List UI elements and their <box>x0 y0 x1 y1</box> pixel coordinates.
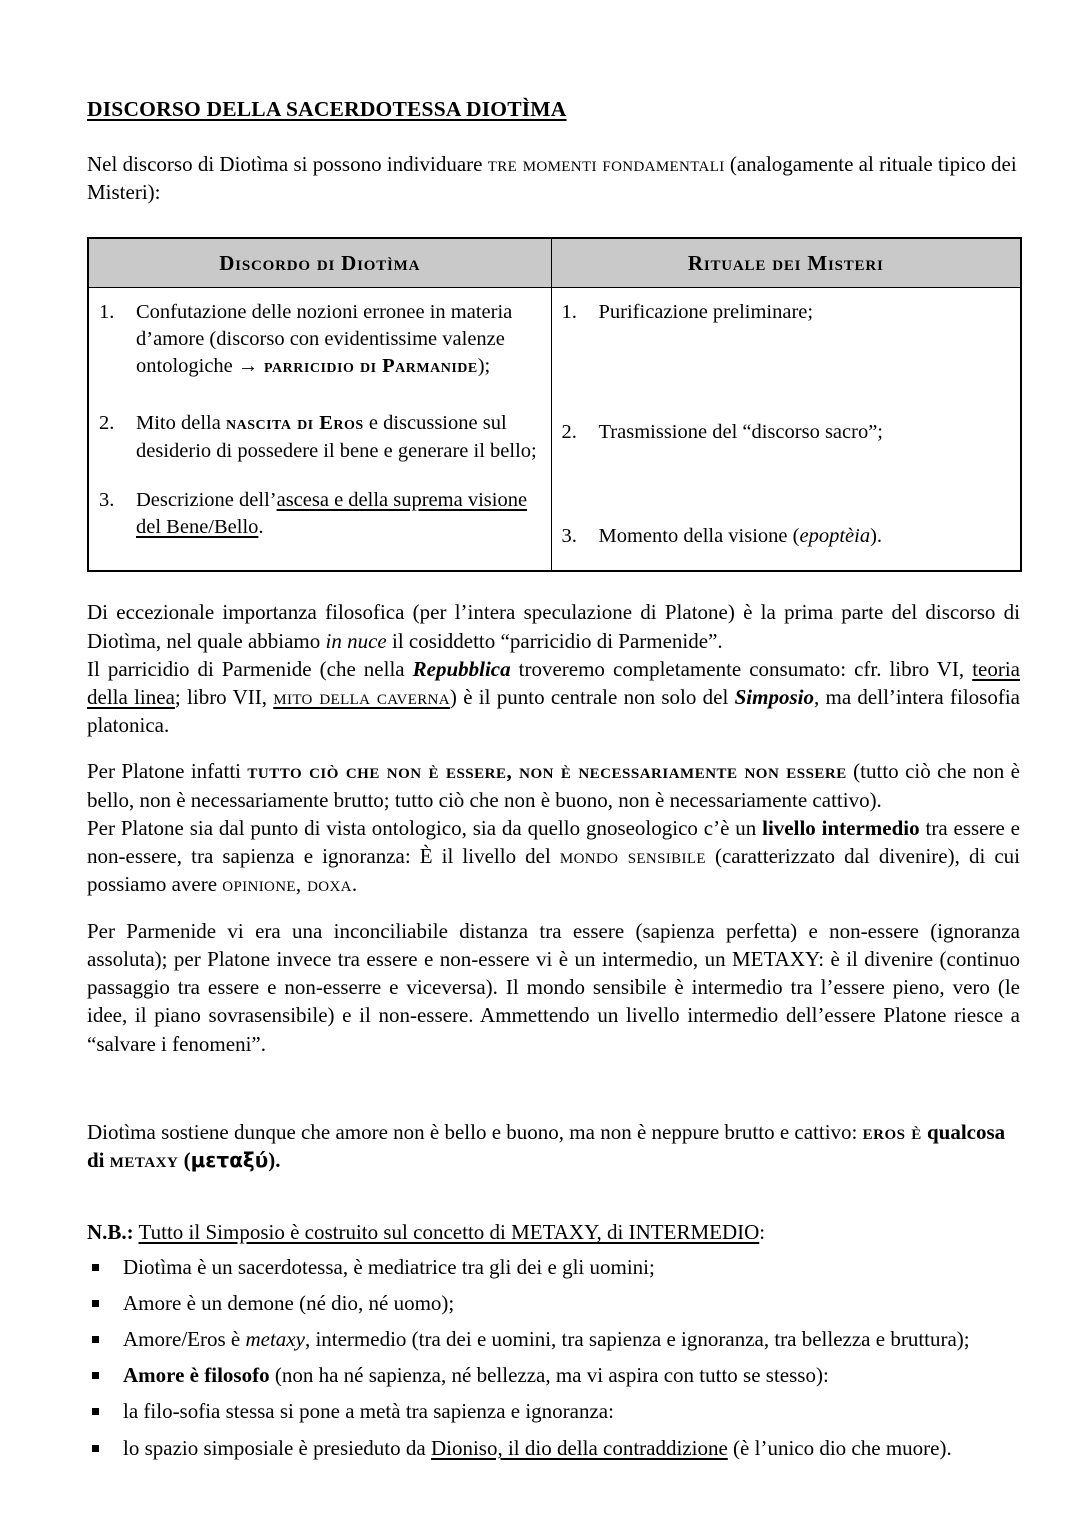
bullet-text-a: lo spazio simposiale è presieduto da <box>123 1435 431 1460</box>
table-cell-right <box>551 287 1021 571</box>
p2-text-d: ) è il punto centrale non solo del <box>449 685 735 709</box>
p6-text-a: Diotìma sostiene dunque che amore non è bello e buono, ma non è neppure brutto e cattivo: <box>87 1119 863 1144</box>
list-item-number: 2. <box>99 412 115 435</box>
square-bullet-icon <box>92 1336 99 1343</box>
p4-text-c: (caratterizzato dal divenire), di cui possiamo avere <box>87 844 1020 897</box>
paragraph-5: Per Parmenide vi era una inconciliabile distanza tra essere (sapienza perfetta) e non-essere (ignoranza assoluta); per Platone invece tra essere e non-essere vi è un intermedio, un METAXY: è il divenire (continuo passaggio tra essere e non-esserre e viceversa). Il mondo sensibile è intermedio tra l’essere pieno, vero (le idee, il piano sovrasensibile) e il non-essere. Ammettendo un livello intermedio dell’essere Platone riesce a “salvare i fenomeni”. <box>87 918 1020 1056</box>
note-underlined-text: Tutto il Simposio è costruito sul concetto di METAXY, di INTERMEDIO <box>138 1220 760 1245</box>
intro-text-after: (analogamente al rituale tipico dei Misteri): <box>87 152 1017 205</box>
note-heading <box>87 1218 1020 1246</box>
list-item <box>87 1361 1020 1389</box>
p2-smallcaps-underlined-mito: mito della caverna <box>273 685 450 709</box>
p2-underlined-teoria: teoria della linea <box>87 656 1021 709</box>
list-item-text: Trasmissione del “discorso sacro”; <box>598 420 883 443</box>
table-row <box>88 287 1021 571</box>
comparison-table-wrapper <box>87 237 1020 573</box>
list-item <box>87 1253 1020 1281</box>
p4-bold-livello-intermedio: livello intermedio <box>762 815 920 840</box>
discorso-list <box>97 299 543 542</box>
list-item-text-a: Mito della <box>136 412 226 435</box>
list-item-number: 1. <box>99 300 115 323</box>
p1-text-a: Di eccezionale importanza filosofica (per l’intera speculazione di Platone) è la prima parte del discorso di Diotìma, nel quale abbiamo <box>87 600 1020 653</box>
paragraph-6 <box>87 1118 1020 1174</box>
p2-bolditalic-simposio: Simposio <box>734 685 814 709</box>
list-item <box>97 487 543 542</box>
list-item-text-a: Descrizione dell’ <box>136 488 277 511</box>
p4-smallcaps-opinione-doxa: opinione, doxa <box>222 872 352 897</box>
bullet-text-b: , intermedio (tra dei e uomini, tra sapienza e ignoranza, tra bellezza e bruttura); <box>304 1326 970 1351</box>
bullet-text: Amore è un demone (né dio, né uomo); <box>123 1290 455 1315</box>
list-item <box>87 1289 1020 1317</box>
spacer <box>87 1174 1020 1218</box>
p2-text-b: troveremo completamente consumato: cfr. libro VI, <box>510 656 973 681</box>
p2-bolditalic-repubblica: Repubblica <box>412 656 511 681</box>
intro-smallcaps-phrase: tre momenti fondamentali <box>487 152 725 177</box>
p2-text-c: ; libro VII, <box>174 685 274 709</box>
paragraph-1 <box>87 598 1020 654</box>
list-item-text-a: Confutazione delle nozioni erronee in materia d’amore (discorso con evidentissime valenze ontologiche <box>136 300 513 378</box>
list-item <box>560 523 1013 550</box>
table-cell-left <box>88 287 551 571</box>
spacer <box>87 572 1020 598</box>
list-item-text-a: Momento della visione ( <box>598 525 800 548</box>
p6-smallcaps-eros: eros è <box>862 1119 922 1144</box>
paragraph-4 <box>87 814 1020 899</box>
square-bullet-icon <box>92 1264 99 1271</box>
table-header-row <box>88 238 1021 288</box>
note-bullet-list <box>87 1253 1020 1462</box>
rituale-list <box>560 299 1013 551</box>
bullet-text: la filo-sofia stessa si pone a metà tra sapienza e ignoranza: <box>123 1399 614 1424</box>
list-item-smallcaps: parricidio di Parmanide <box>258 355 478 378</box>
square-bullet-icon <box>92 1300 99 1307</box>
list-item-number: 1. <box>561 300 577 323</box>
bullet-text-b: (è l’unico dio che muore). <box>727 1435 952 1460</box>
p2-text-a: Il parricidio di Parmenide (che nella <box>87 656 413 681</box>
table-header-right <box>551 238 1021 288</box>
list-item-text-b: ); <box>477 355 491 378</box>
list-item <box>560 419 1013 446</box>
list-item-text-b: . <box>258 516 264 539</box>
arrow-icon: → <box>237 355 259 378</box>
bullet-text: Diotìma è un sacerdotessa, è mediatrice tra gli dei e gli uomini; <box>123 1254 655 1279</box>
p4-text-d: . <box>351 872 358 897</box>
list-item-smallcaps: nascita di Eros <box>225 412 364 435</box>
p6-smallcaps-metaxy: metaxy <box>109 1148 179 1173</box>
p6-bold-paren-open: ( <box>178 1148 191 1173</box>
list-item-underlined: ascesa e della suprema visione del Bene/Bello <box>136 488 528 539</box>
p4-text-b: tra essere e non-essere, tra sapienza e ignoranza: È il livello del <box>87 815 1020 869</box>
list-item <box>87 1397 1020 1425</box>
list-item-number: 3. <box>99 488 115 511</box>
list-item-italic: epoptèia <box>799 525 871 548</box>
table-header-left <box>88 238 551 288</box>
square-bullet-icon <box>92 1372 99 1379</box>
p6-bold-qualcosa: qualcosa di <box>87 1119 1006 1173</box>
p2-text-e: , ma dell’intera filosofia platonica. <box>87 685 1020 738</box>
list-item <box>87 1434 1020 1462</box>
table-header-left-label: Discordo di Diotìma <box>219 250 421 275</box>
list-item <box>560 299 1013 326</box>
note-label: N.B.: <box>87 1220 134 1245</box>
square-bullet-icon <box>92 1445 99 1452</box>
list-item <box>97 410 543 465</box>
list-item-text-b: ). <box>870 525 883 548</box>
list-item-number: 2. <box>561 420 577 443</box>
list-item-text: Purificazione preliminare; <box>598 300 814 323</box>
list-item <box>97 299 543 381</box>
p1-text-b: il cosiddetto “parricidio di Parmenide”. <box>386 628 723 653</box>
p1-italic: in nuce <box>325 628 387 653</box>
intro-text-before: Nel discorso di Diotìma si possono individuare <box>87 152 488 177</box>
p3-smallcaps-bold: tutto ciò che non è essere, non è necessariamente non essere <box>247 759 847 784</box>
comparison-table <box>87 237 1022 573</box>
page-title: DISCORSO DELLA SACERDOTESSA DIOTÌMA <box>87 97 567 121</box>
p4-smallcaps-mondo-sensibile: mondo sensibile <box>559 844 706 869</box>
bullet-text-a: Amore/Eros è <box>123 1326 246 1351</box>
paragraph-3 <box>87 757 1020 813</box>
square-bullet-icon <box>92 1408 99 1415</box>
bullet-underlined-dioniso: Dioniso, il dio della contraddizione <box>430 1435 728 1460</box>
bullet-italic-metaxy: metaxy <box>245 1326 305 1351</box>
p4-text-a: Per Platone sia dal punto di vista ontologico, sia da quello gnoseologico c’è un <box>87 815 763 840</box>
p3-text-a: Per Platone infatti <box>87 759 248 784</box>
spacer <box>87 899 1020 917</box>
p6-greek-metaxy: μεταξύ <box>190 1148 269 1173</box>
p6-bold-paren-close: ). <box>268 1148 281 1173</box>
p3-text-b: (tutto ciò che non è bello, non è necessariamente brutto; tutto ciò che non è buono, non è necessariamente cattivo). <box>87 759 1020 812</box>
bullet-text-b: (non ha né sapienza, né bellezza, ma vi aspira con tutto se stesso): <box>269 1363 829 1388</box>
note-tail: : <box>759 1220 766 1245</box>
intro-paragraph <box>87 150 1020 206</box>
table-header-right-label: Rituale dei Misteri <box>687 250 884 275</box>
list-item <box>87 1325 1020 1353</box>
bullet-bold-amore-filosofo: Amore è filosofo <box>123 1363 270 1388</box>
spacer <box>87 1058 1020 1118</box>
list-item-text-b: e discussione sul desiderio di possedere il bene e generare il bello; <box>136 412 537 462</box>
list-item-number: 3. <box>561 525 577 548</box>
spacer <box>87 739 1020 757</box>
paragraph-2 <box>87 655 1020 740</box>
